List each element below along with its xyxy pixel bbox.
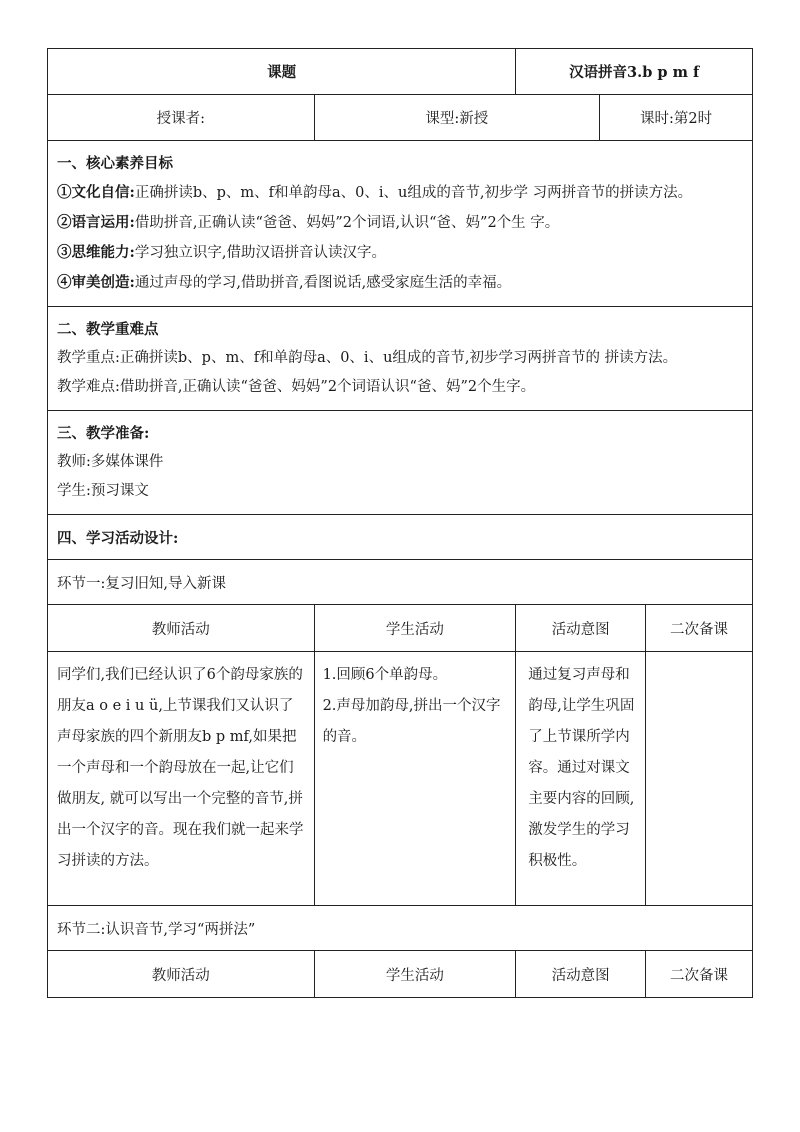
goal-item bbox=[57, 208, 743, 238]
preparation-section bbox=[48, 411, 753, 515]
column-header: 活动意图 bbox=[516, 951, 646, 998]
lesson-type: 课型:新授 bbox=[314, 95, 600, 141]
goal-item bbox=[57, 178, 743, 208]
goal-item bbox=[57, 268, 743, 298]
teaching-focus: 教学重点:正确拼读b、p、m、f和单韵母a、0、i、u组成的音节,初步学习两拼音节的 拼读方法。 bbox=[57, 350, 678, 366]
stage2-column-headers bbox=[48, 951, 753, 998]
goal-text: 借助拼音,正确认读“爸爸、妈妈”2个词语,认识“爸、妈”2个生 字。 bbox=[134, 215, 560, 231]
stage2-title-row bbox=[48, 906, 753, 951]
column-header: 教师活动 bbox=[48, 951, 315, 998]
goal-label: ②语言运用: bbox=[57, 214, 135, 231]
student-step: 1.回顾6个单韵母。 bbox=[322, 667, 448, 683]
goal-label: ③思维能力: bbox=[57, 244, 135, 261]
teacher-activity: 同学们,我们已经认识了6个韵母家族的朋友a o e i u ü,上节课我们又认识了 声母家族的四个新朋友b p mf,如果把一个声母和一个韵母放在一起,让它们做朋友, 就可以写出一个完整的音节,拼出一个汉字的音。现在我们就一起来学习拼读的方法。 bbox=[48, 652, 315, 906]
info-row bbox=[48, 95, 753, 141]
design-heading: 四、学习活动设计: bbox=[48, 515, 753, 560]
column-header: 学生活动 bbox=[314, 951, 516, 998]
column-header: 二次备课 bbox=[646, 605, 753, 652]
preparation-student: 学生:预习课文 bbox=[57, 483, 149, 499]
key-points-section bbox=[48, 307, 753, 411]
stage1-title-row bbox=[48, 560, 753, 605]
column-header: 二次备课 bbox=[646, 951, 753, 998]
student-activity bbox=[314, 652, 516, 906]
goal-item bbox=[57, 238, 743, 268]
lesson-period: 课时:第2时 bbox=[600, 95, 753, 141]
stage1-title: 环节一:复习旧知,导入新课 bbox=[48, 560, 753, 605]
goal-label: ①文化自信: bbox=[57, 184, 135, 201]
goals-heading: 一、核心素养目标 bbox=[57, 155, 173, 172]
stage1-activity-row bbox=[48, 652, 753, 906]
student-step: 2.声母加韵母,拼出一个汉字的音。 bbox=[322, 698, 501, 745]
goals-section bbox=[48, 141, 753, 307]
activity-intent: 通过复习声母和韵母,让学生巩固了上节课所学内容。通过对课文主要内容的回顾,激发学生的学习积极性。 bbox=[516, 652, 646, 906]
stage2-title: 环节二:认识音节,学习“两拼法” bbox=[48, 906, 753, 951]
title-row bbox=[48, 49, 753, 95]
lesson-plan-table bbox=[47, 48, 753, 998]
column-header: 学生活动 bbox=[314, 605, 516, 652]
design-heading-row bbox=[48, 515, 753, 560]
goal-text: 正确拼读b、p、m、f和单韵母a、0、i、u组成的音节,初步学 习两拼音节的拼读方法。 bbox=[134, 185, 693, 201]
goal-text: 通过声母的学习,借助拼音,看图说话,感受家庭生活的幸福。 bbox=[134, 275, 512, 291]
goal-label: ④审美创造: bbox=[57, 274, 135, 291]
column-header: 教师活动 bbox=[48, 605, 315, 652]
preparation-teacher: 教师:多媒体课件 bbox=[57, 454, 164, 470]
key-points-heading: 二、教学重难点 bbox=[57, 321, 159, 338]
teacher-label: 授课者: bbox=[48, 95, 315, 141]
goal-text: 学习独立识字,借助汉语拼音认读汉字。 bbox=[134, 245, 386, 261]
second-preparation bbox=[646, 652, 753, 906]
topic-label: 课题 bbox=[48, 49, 516, 95]
preparation-heading: 三、教学准备: bbox=[57, 425, 150, 442]
stage1-column-headers bbox=[48, 605, 753, 652]
topic-value: 汉语拼音3.b p m f bbox=[516, 49, 753, 95]
column-header: 活动意图 bbox=[516, 605, 646, 652]
teaching-difficulty: 教学难点:借助拼音,正确认读“爸爸、妈妈”2个词语认识“爸、妈”2个生字。 bbox=[57, 379, 536, 395]
